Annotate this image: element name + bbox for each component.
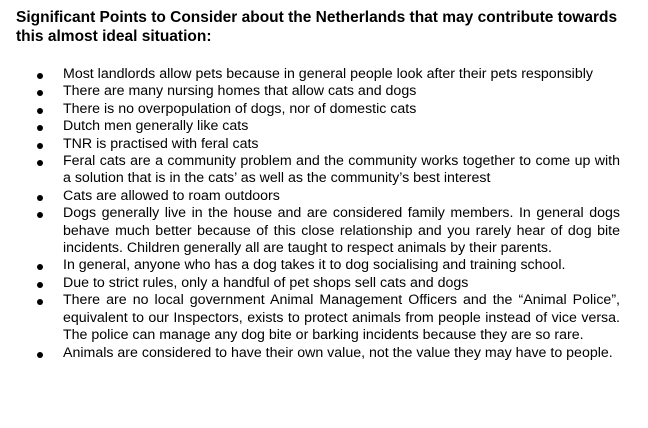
list-item-text: There are no local government Animal Management Officers and the “Animal Police”, equivalent to our Inspectors, exists to protect animals from people instead of vice versa. The police can manage any dog bite or barking incidents because they are so rare. xyxy=(63,292,620,344)
bullet-icon xyxy=(37,264,43,270)
list-item-text: In general, anyone who has a dog takes it to dog socialising and training school. xyxy=(63,257,566,274)
bullet-icon xyxy=(37,299,43,305)
bullet-icon xyxy=(37,125,43,131)
list-item xyxy=(16,345,620,362)
list-item xyxy=(16,275,620,292)
list-item xyxy=(16,101,620,118)
bullet-icon xyxy=(37,195,43,201)
list-item-text: Dogs generally live in the house and are considered family members. In general dogs behave much better because of this close relationship and you rarely hear of dog bite incidents. Children generally all are taught to respect animals by their parents. xyxy=(63,205,620,257)
bullet-icon xyxy=(37,108,43,114)
list-item xyxy=(16,257,620,274)
bullet-icon xyxy=(37,282,43,288)
list-item xyxy=(16,83,620,100)
bullet-icon xyxy=(37,160,43,166)
list-item-text: There are many nursing homes that allow cats and dogs xyxy=(63,83,417,100)
list-item-text: Most landlords allow pets because in general people look after their pets responsibly xyxy=(63,66,593,82)
list-item-text: Due to strict rules, only a handful of pet shops sell cats and dogs xyxy=(63,274,469,291)
bullet-icon xyxy=(37,90,43,96)
list-item-text: TNR is practised with feral cats xyxy=(63,135,259,152)
document-body xyxy=(16,8,620,361)
list-item-text: Feral cats are a community problem and the community works together to come up with a solution that is in the cats’ as well as the community’s best interest xyxy=(63,153,620,187)
list-item xyxy=(16,136,620,153)
bullet-icon xyxy=(37,212,43,218)
list-item xyxy=(16,153,620,188)
bullet-icon xyxy=(37,73,43,79)
section-heading: Significant Points to Consider about the Netherlands that may contribute towards this almost ideal situation: xyxy=(16,9,618,45)
list-item xyxy=(16,118,620,135)
list-item xyxy=(16,188,620,205)
list-item xyxy=(16,292,620,344)
list-item-text: Dutch men generally like cats xyxy=(63,118,249,135)
list-item-text: Animals are considered to have their own value, not the value they may have to people. xyxy=(63,344,613,361)
list-item-text: There is no overpopulation of dogs, nor of domestic cats xyxy=(63,100,417,117)
list-item xyxy=(16,66,620,83)
points-list xyxy=(16,66,620,362)
list-item-text: Cats are allowed to roam outdoors xyxy=(63,187,280,204)
bullet-icon xyxy=(37,352,43,358)
bullet-icon xyxy=(37,143,43,149)
list-item xyxy=(16,205,620,257)
